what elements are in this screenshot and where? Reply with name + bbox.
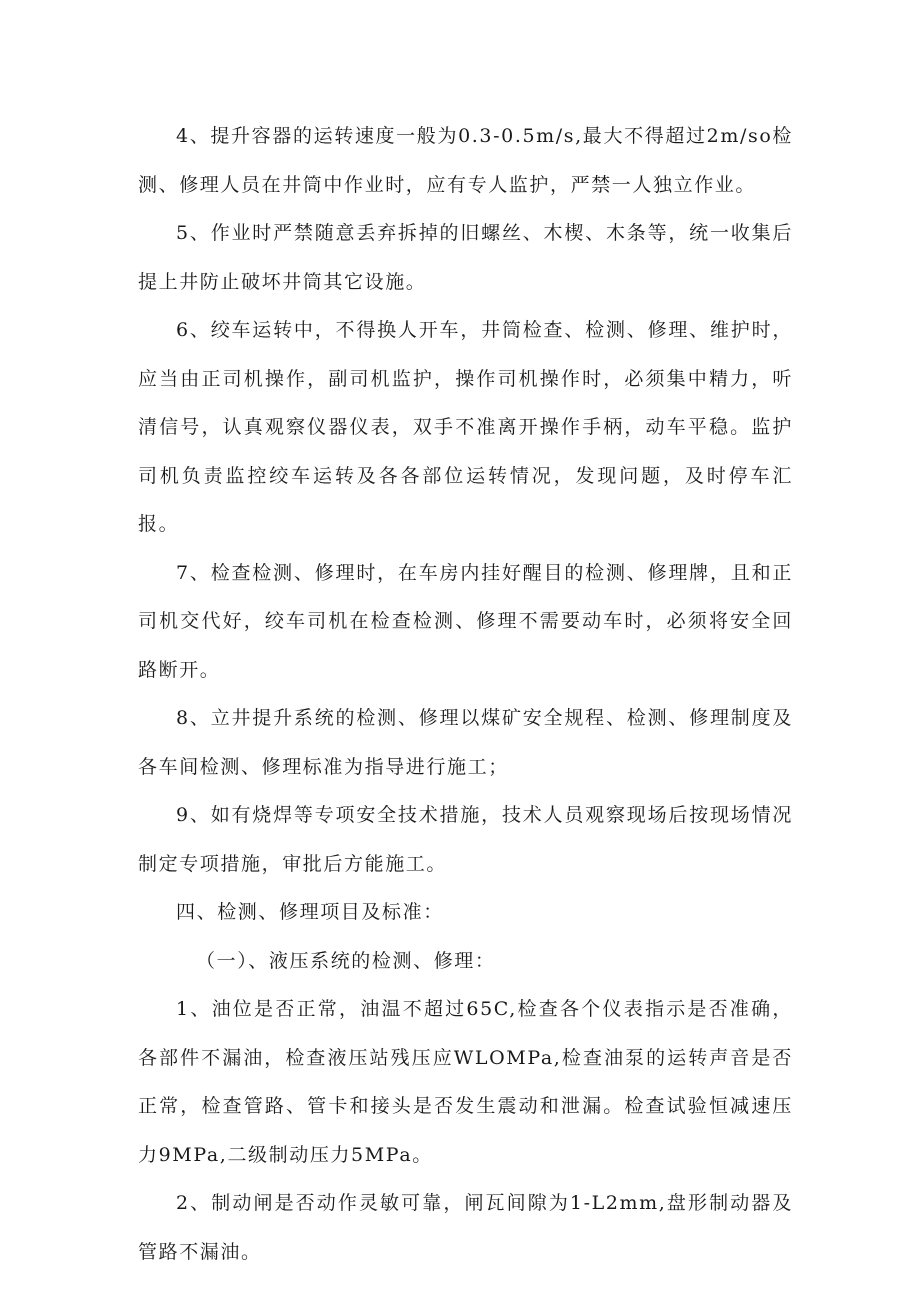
paragraph-item-9: 9、如有烧焊等专项安全技术措施，技术人员观察现场后按现场情况制定专项措施，审批后方能施工。 [138,804,793,875]
paragraph-item-7: 7、检查检测、修理时，在车房内挂好醒目的检测、修理牌，且和正司机交代好，绞车司机在检查检测、修理不需要动车时，必须将安全回路断开。 [138,561,793,681]
subsection-heading: （一）、液压系统的检测、修理： [196,949,496,972]
paragraph-item-6: 6、绞车运转中，不得换人开车，井筒检查、检测、修理、维护时，应当由正司机操作，副司机监护，操作司机操作时，必须集中精力，听清信号，认真观察仪器仪表，双手不准离开操作手柄，动车平稳。监护司机负责监控绞车运转及各各部位运转情况，发现问题，及时停车汇报。 [138,319,793,535]
paragraph-item-5: 5、作业时严禁随意丢弃拆掉的旧螺丝、木楔、木条等，统一收集后提上井防止破坏井筒其它设施。 [138,222,793,293]
paragraph-item-hydraulic-2: 2、制动闸是否动作灵敏可靠，闸瓦间隙为1-L2mm,盘形制动器及管路不漏油。 [138,1192,793,1263]
paragraph-item-4: 4、提升容器的运转速度一般为0.3-0.5m/s,最大不得超过2m/so检测、修理人员在井筒中作业时，应有专人监护，严禁一人独立作业。 [138,125,793,196]
paragraph-item-8: 8、立井提升系统的检测、修理以煤矿安全规程、检测、修理制度及各车间检测、修理标准为指导进行施工； [138,707,793,778]
paragraph-item-hydraulic-1: 1、油位是否正常，油温不超过65C,检查各个仪表指示是否准确，各部件不漏油，检查液压站残压应WLOMPa,检查油泵的运转声音是否正常，检查管路、管卡和接头是否发生震动和泄漏。检查试验恒减速压力9MPa,二级制动压力5MPa。 [138,998,793,1166]
document-body [138,112,793,1276]
section-heading: 四、检测、修理项目及标准： [176,901,444,923]
